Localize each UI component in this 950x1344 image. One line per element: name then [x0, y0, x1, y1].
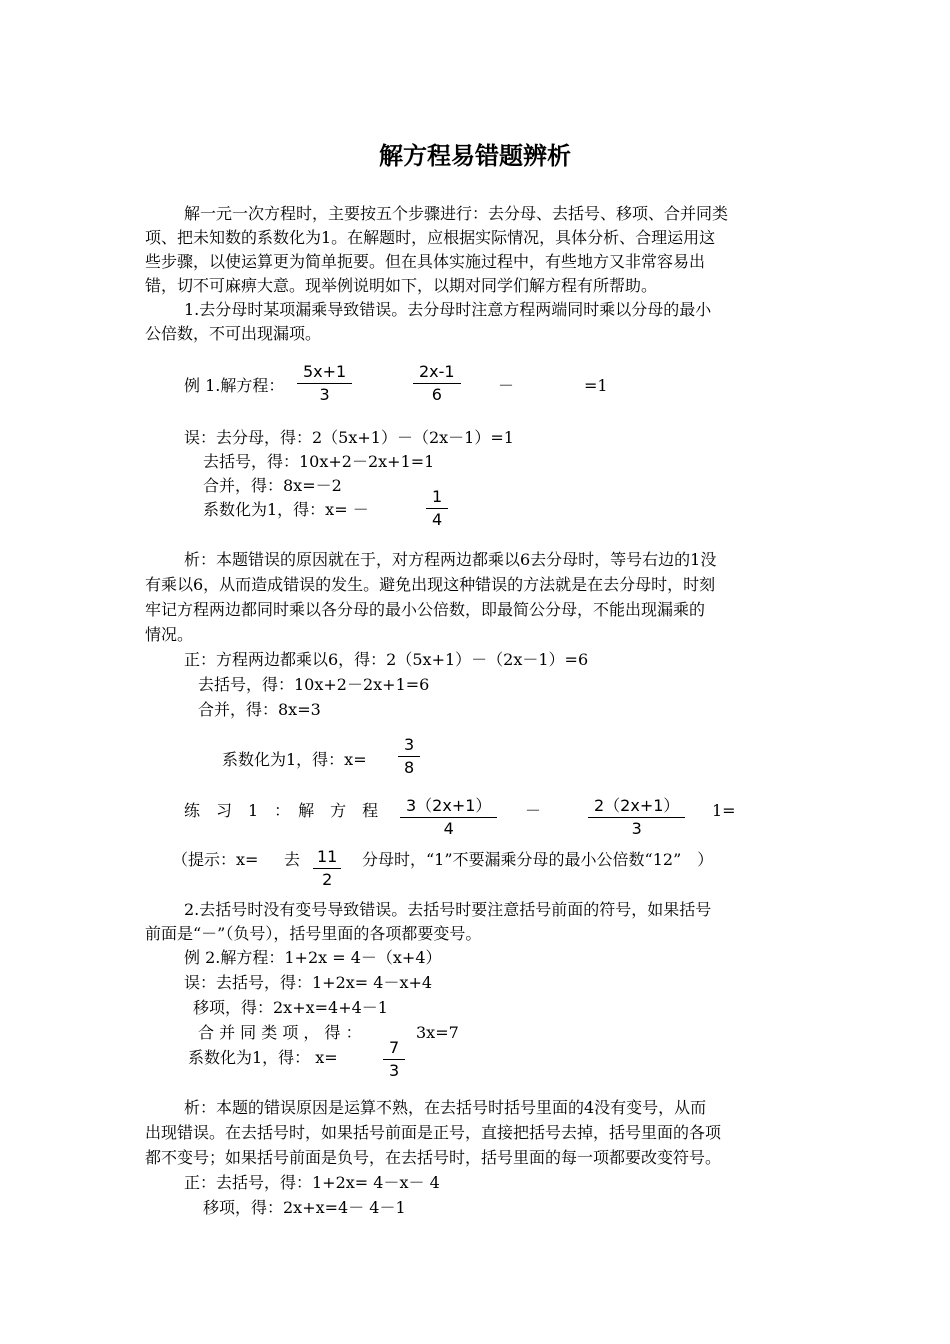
example1-label: 例 1.解方程：: [184, 376, 285, 395]
analysis2-line: 出现错误。在去括号时，如果括号前面是正号，直接把括号去掉，括号里面的各项: [145, 1123, 722, 1142]
correct2-line: 移项，得：2x+x=4－ 4－1: [203, 1198, 406, 1217]
analysis1-line: 有乘以6，从而造成错误的发生。避免出现这种错误的方法就是在去分母时，时刻: [145, 575, 716, 594]
analysis1-line: 析：本题错误的原因就在于，对方程两边都乘以6去分母时，等号右边的1没: [184, 550, 717, 569]
practice1-label: 练 习 1 ： 解 方 程: [184, 801, 379, 820]
wrong2-line: 移项，得：2x+x=4+4－1: [193, 998, 388, 1017]
fraction-bar: [398, 756, 420, 757]
fraction-numerator: 2x-1: [419, 362, 455, 381]
example1-rhs: =1: [584, 376, 608, 395]
example1-fraction-1: [297, 362, 352, 405]
fraction-bar: [400, 817, 497, 818]
practice1-fraction-2: [588, 796, 685, 839]
wrong1-line: 误：去分母，得：2（5x+1）－（2x－1）=1: [184, 428, 514, 447]
fraction-bar: [297, 383, 352, 384]
wrong2-line: 系数化为1，得： x=: [188, 1048, 338, 1067]
intro-line: 错，切不可麻痹大意。现举例说明如下，以期对同学们解方程有所帮助。: [145, 276, 658, 295]
correct1-line: 系数化为1，得：x=: [222, 750, 367, 769]
analysis1-line: 情况。: [145, 625, 194, 644]
intro-line: 解一元一次方程时，主要按五个步骤进行：去分母、去括号、移项、合并同类: [184, 204, 729, 223]
wrong1-line: 系数化为1，得：x= －: [203, 500, 369, 519]
fraction-numerator: 3: [404, 735, 415, 754]
analysis1-line: 牢记方程两边都同时乘以各分母的最小公倍数，即最简公分母，不能出现漏乘的: [145, 600, 706, 619]
fraction-bar: [426, 508, 448, 509]
example2-label: 例 2.解方程：1+2x = 4－（x+4）: [184, 948, 442, 967]
fraction-denominator: 2: [322, 870, 333, 889]
fraction-numerator: 1: [432, 487, 443, 506]
fraction-bar: [383, 1059, 405, 1060]
correct1-line: 合并，得：8x=3: [198, 700, 321, 719]
fraction-bar: [313, 868, 341, 869]
wrong2-line: 3x=7: [416, 1023, 459, 1042]
fraction-numerator: 11: [317, 847, 338, 866]
hint1-suffix: 分母时，“1”不要漏乘分母的最小公倍数“12” ）: [362, 850, 714, 869]
fraction-numerator: 3（2x+1）: [406, 796, 492, 815]
practice1-fraction-1: [400, 796, 497, 839]
fraction-numerator: 2（2x+1）: [594, 796, 680, 815]
correct1-line: 正：方程两边都乘以6，得：2（5x+1）－（2x－1）=6: [184, 650, 589, 669]
wrong1-line: 去括号，得：10x+2－2x+1=1: [203, 452, 435, 471]
fraction-denominator: 4: [432, 510, 443, 529]
hint1-fraction: [313, 847, 341, 890]
wrong2-fraction: [383, 1038, 405, 1081]
fraction-bar: [588, 817, 685, 818]
wrong2-line: 误：去括号，得：1+2x= 4－x+4: [184, 973, 433, 992]
correct1-fraction: [398, 735, 420, 778]
minus-sign: －: [525, 801, 542, 820]
fraction-numerator: 5x+1: [303, 362, 347, 381]
intro-line: 项、把未知数的系数化为1。在解题时，应根据实际情况，具体分析、合理运用这: [145, 228, 716, 247]
fraction-denominator: 3: [389, 1061, 400, 1080]
fraction-denominator: 8: [404, 758, 415, 777]
fraction-numerator: 7: [389, 1038, 400, 1057]
section1-heading: 1.去分母时某项漏乘导致错误。去分母时注意方程两端同时乘以分母的最小: [184, 300, 712, 319]
section1-text: 公倍数，不可出现漏项。: [145, 324, 322, 343]
hint1-prefix: （提示：x=: [172, 850, 259, 869]
section2-text: 前面是“－”（负号），括号里面的各项都要变号。: [145, 924, 482, 943]
section2-heading: 2.去括号时没有变号导致错误。去括号时要注意括号前面的符号，如果括号: [184, 900, 712, 919]
fraction-bar: [413, 383, 461, 384]
fraction-denominator: 6: [431, 385, 442, 404]
practice1-rhs: 1=: [712, 801, 736, 820]
intro-line: 些步骤，以使运算更为简单扼要。但在具体实施过程中，有些地方又非常容易出: [145, 252, 706, 271]
fraction-denominator: 4: [443, 819, 454, 838]
correct1-line: 去括号，得：10x+2－2x+1=6: [198, 675, 430, 694]
analysis2-line: 析：本题的错误原因是运算不熟，在去括号时括号里面的4没有变号，从而: [184, 1098, 707, 1117]
example1-fraction-2: [413, 362, 461, 405]
hint1-word: 去: [284, 850, 301, 869]
minus-sign: －: [498, 376, 515, 395]
fraction-denominator: 3: [631, 819, 642, 838]
document-title: 解方程易错题辨析: [379, 142, 571, 170]
fraction-denominator: 3: [319, 385, 330, 404]
wrong1-fraction: [426, 487, 448, 530]
wrong2-line: 合 并 同 类 项 ， 得 ：: [198, 1023, 362, 1042]
correct2-line: 正：去括号，得：1+2x= 4－x－ 4: [184, 1173, 440, 1192]
analysis2-line: 都不变号；如果括号前面是负号，在去括号时，括号里面的每一项都要改变符号。: [145, 1148, 722, 1167]
wrong1-line: 合并，得：8x=－2: [203, 476, 342, 495]
